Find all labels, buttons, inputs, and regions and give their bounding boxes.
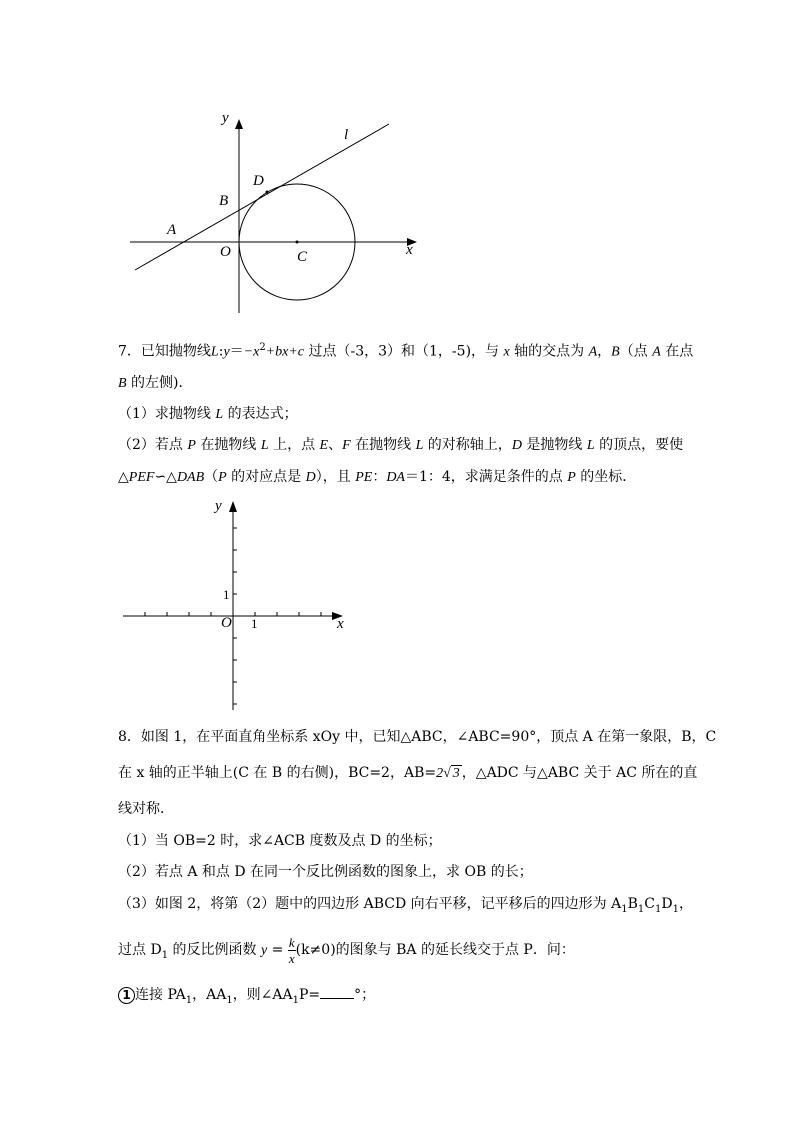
answer-blank[interactable]	[320, 986, 354, 999]
figure-1-diagram	[125, 110, 425, 320]
q7-part-2-cont: △PEF∽△DAB（P 的对应点是 D），且 PE：DA＝1：4，求满足条件的点 P 的坐标．	[118, 469, 637, 485]
q8-line-3: 线对称．	[118, 801, 174, 817]
fig1-y-arrow	[235, 119, 243, 129]
fig1-line-l	[135, 124, 389, 270]
q8-part-3-cont: 过点 $D_1$ 的反比例函数 y = $\frac{k}{x}$ (k≠0)的图象与 BA 的延长线交于点 P．问：	[118, 934, 575, 966]
fig2-label-o: O	[221, 615, 232, 631]
q8-sub-1: 1 连接 $PA_1$，$AA_1$，则$\angle AA_1P=$ °；	[118, 986, 375, 1010]
q7-line-2: B 的左侧)．	[118, 375, 193, 391]
sqrt-expression: 2√ 3	[436, 766, 460, 781]
fig1-label-b: B	[219, 193, 229, 209]
fig1-label-x: x	[406, 242, 413, 258]
fraction-k-over-x: $\frac{k}{x}$	[288, 934, 295, 966]
fig2-label-1-y: 1	[223, 587, 230, 602]
q8-part-2: （2）若点 A 和点 D 在同一个反比例函数的图象上，求 OB 的长；	[118, 864, 533, 880]
fig1-label-o: O	[220, 244, 231, 260]
q8-part-3: （3）如图 2，将第（2）题中的四边形 ABCD 向右平移，记平移后的四边形为 $A_1B_1C_1D_1$，	[118, 896, 693, 915]
q7-line-1: 7．已知抛物线$L:y=-x^2+bx+c$ 过点（-3，3）和（1，-5)，与 x 轴的交点为 A，B（点 A 在点	[118, 342, 694, 360]
fig2-label-y: y	[215, 498, 222, 514]
fig1-label-d: D	[253, 173, 264, 189]
fig2-label-1-x: 1	[251, 616, 258, 631]
q8-line-1: 8．如图 1，在平面直角坐标系 xOy 中，已知△ABC，∠ABC=90°，顶点 A 在第一象限，B，C	[118, 729, 717, 745]
q8-line-2: 在 x 轴的正半轴上(C 在 B 的右侧)，BC=2，AB=2√ 3 ，△ADC 与△ABC 关于 AC 所在的直	[118, 765, 698, 781]
q7-part-2: （2）若点 P 在抛物线 L 上，点 E、F 在抛物线 L 的对称轴上，D 是抛物线 L 的顶点，要使	[118, 437, 684, 453]
fig2-y-arrow	[229, 501, 237, 512]
figure-2-axes	[118, 498, 353, 714]
fig1-label-a: A	[167, 222, 177, 238]
fig1-label-c: C	[297, 249, 308, 265]
fig1-label-l: l	[344, 127, 349, 143]
fig1-label-y: y	[222, 110, 229, 126]
circled-number-1: 1	[118, 987, 135, 1004]
fig1-point-d	[266, 191, 269, 194]
fig2-label-x: x	[337, 616, 344, 632]
q8-part-1: （1）当 OB=2 时，求∠ACB 度数及点 D 的坐标；	[118, 833, 442, 849]
fig1-point-c	[296, 241, 299, 244]
q7-part-1: （1）求抛物线 L 的表达式；	[118, 406, 298, 422]
